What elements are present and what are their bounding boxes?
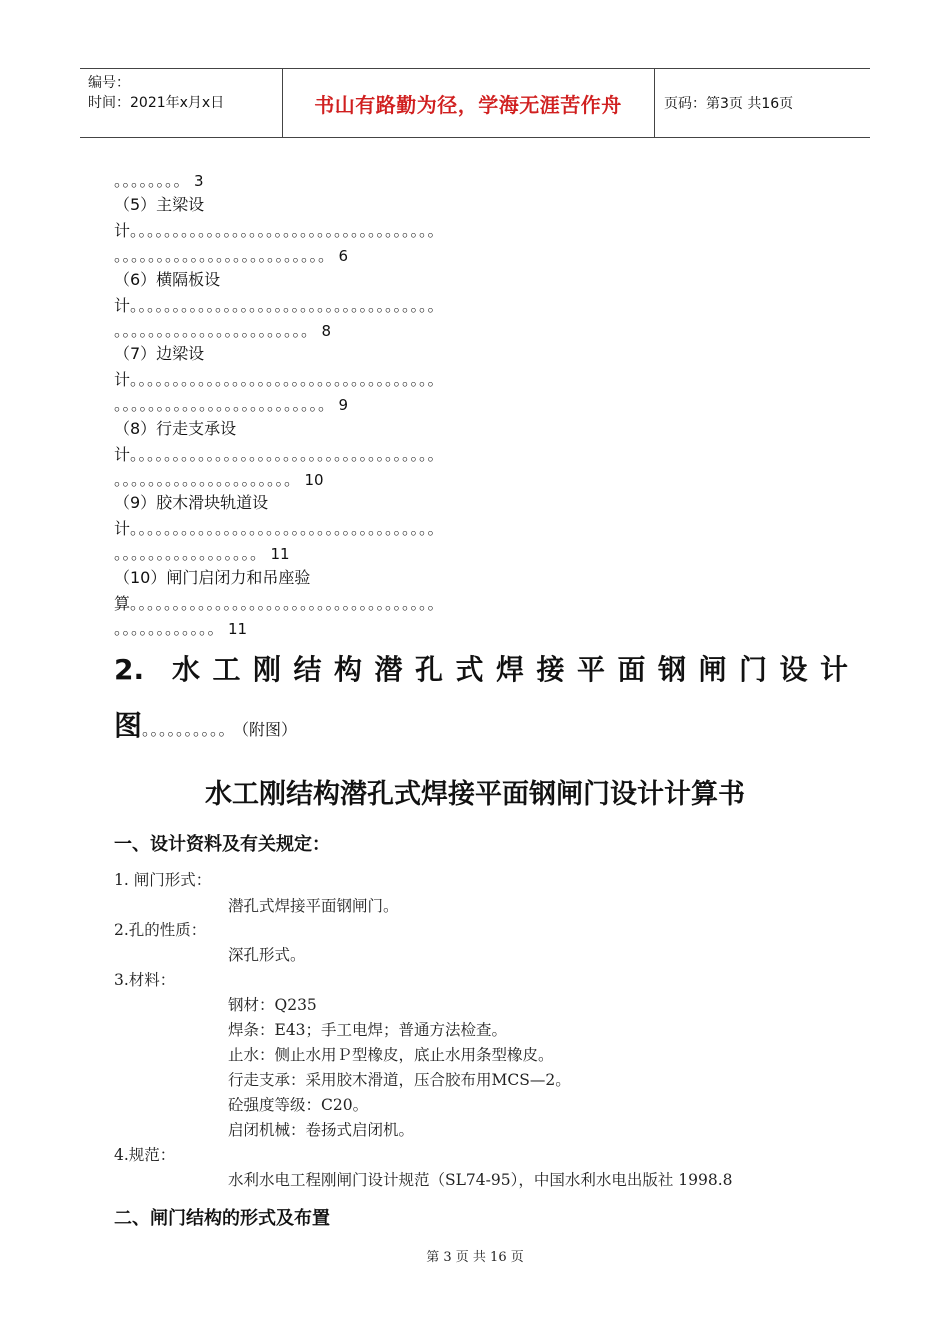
material-line: 行走支承：采用胶木滑道，压合胶布用MCS—2。 <box>228 1071 571 1089</box>
toc-item-title: （6）横隔板设 <box>114 270 221 289</box>
toc-cont: 计 <box>114 221 131 240</box>
toc-dots: 。。。。。。。。 <box>114 171 191 190</box>
section-heading: 二、闸门结构的形式及布置 <box>114 1208 330 1229</box>
item-label: 2.孔的性质： <box>114 921 207 939</box>
item-value: 水利水电工程刚闸门设计规范（SL74-95），中国水利水电出版社 1998.8 <box>228 1171 733 1189</box>
number-label: 编号： <box>88 75 130 91</box>
toc-line <box>114 220 444 242</box>
toc-dots: 。。。。。。。。。。。。。。。。。。。。。。。。。。。。。。。。。。。。 <box>130 296 445 315</box>
toc-page-number: 9 <box>338 396 349 414</box>
toc-item-2-note: （附图） <box>241 720 298 739</box>
document-title: 水工刚结构潜孔式焊接平面钢闸门设计计算书 <box>205 779 745 810</box>
toc-line <box>114 320 331 342</box>
toc-dots: 。。。。。。。。。。。。。。。。。。。。。。。。。。。。。。。。。。。。 <box>130 221 445 240</box>
toc-cont: 算 <box>114 594 131 613</box>
toc-dots: 。。。。。。。。。。。。。。。。。。。。。 <box>114 470 301 489</box>
toc-dots: 。。。。。。。。。。 <box>142 720 236 739</box>
toc-line <box>114 369 444 391</box>
toc-dots: 。。。。。。。。。。。。。。。。。。。。。。。。。 <box>114 395 335 414</box>
toc-dots: 。。。。。。。。。。。。。。。。。 <box>114 544 267 563</box>
toc-cont: 计 <box>114 370 131 389</box>
toc-line <box>114 295 444 317</box>
toc-page-number: 6 <box>338 247 349 265</box>
toc-cont: 计 <box>114 445 131 464</box>
toc-dots: 。。。。。。。。。。。。。。。。。。。。。。。 <box>114 321 318 340</box>
item-value: 深孔形式。 <box>228 946 306 964</box>
time-label: 时间：2021年x月x日 <box>88 95 225 111</box>
toc-line <box>114 444 444 466</box>
toc-item-title: （7）边梁设 <box>114 344 205 363</box>
page-header <box>80 68 870 138</box>
toc-dots: 。。。。。。。。。。。。 <box>114 619 225 638</box>
material-line: 止水：侧止水用Ｐ型橡皮，底止水用条型橡皮。 <box>228 1046 554 1064</box>
item-value: 潜孔式焊接平面钢闸门。 <box>228 897 399 915</box>
toc-dots: 。。。。。。。。。。。。。。。。。。。。。。。。。。。。。。。。。。。。 <box>130 370 445 389</box>
toc-page-number: 8 <box>321 322 332 340</box>
item-label: 3.材料： <box>114 971 176 989</box>
header-page-label: 页码：第3页 共16页 <box>664 96 794 112</box>
toc-line <box>114 394 348 416</box>
toc-page-number: 10 <box>304 471 324 489</box>
toc-item-title: （9）胶木滑块轨道设 <box>114 493 269 512</box>
material-line: 砼强度等级：C20。 <box>228 1096 369 1114</box>
toc-item-title: （10）闸门启闭力和吊座验 <box>114 568 311 587</box>
header-divider <box>654 69 655 137</box>
toc-page-number: 11 <box>270 545 290 563</box>
toc-item-title: （5）主梁设 <box>114 195 205 214</box>
toc-page-number: 3 <box>194 172 204 190</box>
item-label: 1. 闸门形式： <box>114 871 212 889</box>
toc-dots: 。。。。。。。。。。。。。。。。。。。。。。。。。。。。。。。。。。。。 <box>130 445 445 464</box>
toc-dots: 。。。。。。。。。。。。。。。。。。。。。。。。。。。。。。。。。。。。 <box>130 594 445 613</box>
toc-line <box>114 469 324 491</box>
toc-line <box>114 618 247 640</box>
toc-cont: 计 <box>114 519 131 538</box>
page-footer: 第 3 页 共 16 页 <box>426 1250 524 1265</box>
section-heading: 一、设计资料及有关规定： <box>114 834 330 855</box>
toc-line <box>114 543 290 565</box>
toc-page-number: 11 <box>228 620 248 638</box>
toc-item-2-title: 水工刚结构潜孔式焊接平面钢闸门设计 <box>172 653 861 686</box>
header-motto: 书山有路勤为径，学海无涯苦作舟 <box>314 92 622 117</box>
toc-cont: 计 <box>114 296 131 315</box>
header-meta <box>88 73 224 113</box>
material-line: 焊条：E43；手工电焊；普通方法检查。 <box>228 1021 508 1039</box>
toc-line <box>114 245 348 267</box>
material-line: 启闭机械：卷扬式启闭机。 <box>228 1121 415 1139</box>
toc-item-2-cont <box>114 704 297 744</box>
toc-dots: 。。。。。。。。。。。。。。。。。。。。。。。。。。。。。。。。。。。。 <box>130 519 445 538</box>
toc-dots: 。。。。。。。。。。。。。。。。。。。。。。。。。 <box>114 246 335 265</box>
toc-item-title: （8）行走支承设 <box>114 419 237 438</box>
toc-line <box>114 518 444 540</box>
toc-item-2 <box>114 648 861 688</box>
material-line: 钢材：Q235 <box>228 996 317 1014</box>
item-label: 4.规范： <box>114 1146 176 1164</box>
toc-line <box>114 170 204 192</box>
toc-item-2-cont-char: 图 <box>114 709 143 742</box>
toc-item-2-number: 2. <box>114 653 145 686</box>
toc-line <box>114 593 444 615</box>
